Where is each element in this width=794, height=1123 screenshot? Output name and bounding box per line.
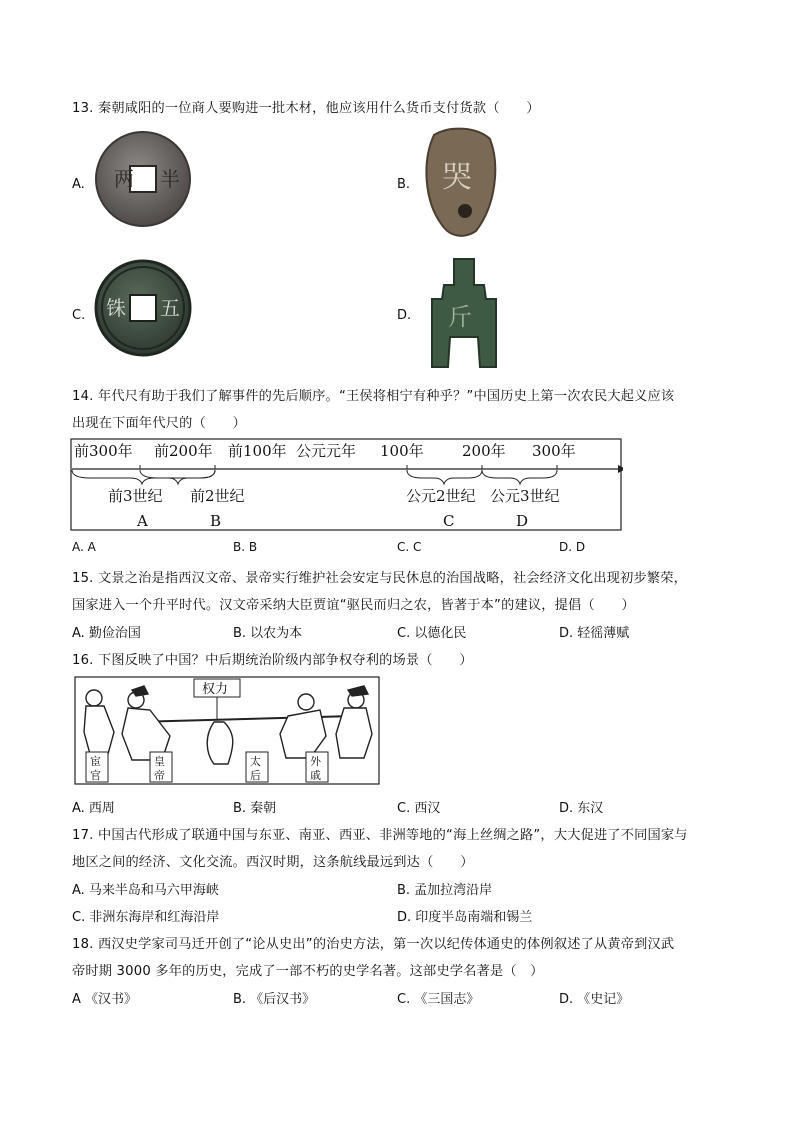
label-emperor-1: 皇	[154, 755, 165, 768]
q18-option-b[interactable]: B. 《后汉书》	[233, 992, 316, 1007]
timeline-figure	[70, 438, 623, 532]
q17-stem-line1: 17. 中国古代形成了联通中国与东亚、南亚、西亚、非洲等地的“海上丝绸之路”，大大促进了不同国家与	[72, 828, 688, 843]
century-label-2nd-bc: 前2世纪	[190, 487, 245, 505]
tick-label-200ad: 200年	[462, 442, 506, 460]
tick-label-100bc: 前100年	[228, 442, 287, 460]
coin-d-char: 斤	[448, 303, 472, 331]
coin-b-char: 哭	[442, 160, 472, 195]
q14-option-a[interactable]: A. A	[72, 540, 96, 554]
q14-stem-line2: 出现在下面年代尺的（ ）	[72, 416, 247, 431]
label-emperor-2: 帝	[154, 769, 165, 782]
q15-stem-line1: 15. 文景之治是指西汉文帝、景帝实行维护社会安定与民休息的治国战略，社会经济文化出现初步繁荣，	[72, 571, 688, 586]
q13-option-d-label[interactable]: D.	[397, 308, 412, 323]
q16-option-c[interactable]: C. 西汉	[397, 801, 441, 816]
tick-label-year-1: 公元元年	[296, 442, 357, 460]
q17-option-a[interactable]: A. 马来半岛和马六甲海峡	[72, 883, 219, 898]
coin-c-char-left: 铢	[106, 296, 126, 320]
q16-option-d[interactable]: D. 东汉	[559, 801, 604, 816]
q14-option-d[interactable]: D. D	[559, 540, 586, 554]
timeline-letter-c: C	[443, 512, 455, 530]
q18-stem-line1: 18. 西汉史学家司马迁开创了“论从史出”的治史方法，第一次以纪传体通史的体例叙述了从黄帝到汉武	[72, 937, 675, 952]
tick-label-100ad: 100年	[380, 442, 424, 460]
q18-stem-line2: 帝时期 3000 多年的历史，完成了一部不朽的史学名著。这部史学名著是（ ）	[72, 964, 544, 979]
q17-option-b[interactable]: B. 孟加拉湾沿岸	[397, 883, 493, 898]
q15-option-a[interactable]: A. 勤俭治国	[72, 626, 141, 641]
tick-label-300bc: 前300年	[74, 442, 133, 460]
q16-option-b[interactable]: B. 秦朝	[233, 801, 277, 816]
q13-option-b-label[interactable]: B.	[397, 177, 411, 192]
label-empress-dowager-2: 后	[250, 769, 261, 782]
q15-stem-line2: 国家进入一个升平时代。汉文帝采纳大臣贾谊“驱民而归之农，皆著于本”的建议，提倡（ ）	[72, 598, 635, 613]
q14-option-b[interactable]: B. B	[233, 540, 258, 554]
power-struggle-illustration	[74, 676, 381, 786]
q16-stem: 16. 下图反映了中国？中后期统治阶级内部争权夺利的场景（ ）	[72, 653, 473, 668]
spade-coin-image	[424, 255, 504, 371]
timeline-letter-a: A	[137, 512, 148, 530]
century-label-3rd-bc: 前3世纪	[108, 487, 163, 505]
coin-c-char-right: 五	[160, 296, 180, 320]
century-label-2nd-ad: 公元2世纪	[406, 487, 476, 505]
q13-option-c-label[interactable]: C.	[72, 308, 86, 323]
q14-stem-line1: 14. 年代尺有助于我们了解事件的先后顺序。“王侯将相宁有种乎？”中国历史上第一次农民大起义应该	[72, 389, 675, 404]
ban-liang-coin-image	[94, 130, 192, 228]
q13-option-a-label[interactable]: A.	[72, 177, 85, 192]
label-eunuch-2: 官	[90, 769, 101, 782]
q14-option-c[interactable]: C. C	[397, 540, 422, 554]
wu-zhu-coin-image	[94, 259, 192, 357]
label-empress-dowager-1: 太	[250, 755, 261, 768]
timeline-letter-d: D	[516, 512, 529, 530]
coin-a-char-right: 半	[160, 167, 180, 191]
q17-stem-line2: 地区之间的经济、文化交流。西汉时期，这条航线最远到达（ ）	[72, 855, 474, 870]
q15-option-c[interactable]: C. 以德化民	[397, 626, 467, 641]
century-label-3rd-ad: 公元3世纪	[490, 487, 560, 505]
timeline-letter-b: B	[210, 512, 222, 530]
tick-label-200bc: 前200年	[154, 442, 213, 460]
tick-label-300ad: 300年	[532, 442, 576, 460]
q17-option-c[interactable]: C. 非洲东海岸和红海沿岸	[72, 910, 220, 925]
q18-option-a[interactable]: A 《汉书》	[72, 992, 138, 1007]
q18-option-c[interactable]: C. 《三国志》	[397, 992, 480, 1007]
ant-nose-coin-image	[420, 125, 500, 240]
label-power: 权力	[202, 682, 229, 697]
q13-stem: 13. 秦朝咸阳的一位商人要购进一批木材，他应该用什么货币支付货款（ ）	[72, 101, 540, 116]
label-relatives-1: 外	[310, 755, 321, 768]
q17-option-d[interactable]: D. 印度半岛南端和锡兰	[397, 910, 533, 925]
q15-option-d[interactable]: D. 轻徭薄赋	[559, 626, 630, 641]
q18-option-d[interactable]: D. 《史记》	[559, 992, 630, 1007]
coin-a-char-left: 两	[114, 167, 134, 191]
q15-option-b[interactable]: B. 以农为本	[233, 626, 303, 641]
label-relatives-2: 戚	[310, 769, 321, 782]
label-eunuch-1: 宦	[90, 755, 101, 768]
q16-option-a[interactable]: A. 西周	[72, 801, 115, 816]
